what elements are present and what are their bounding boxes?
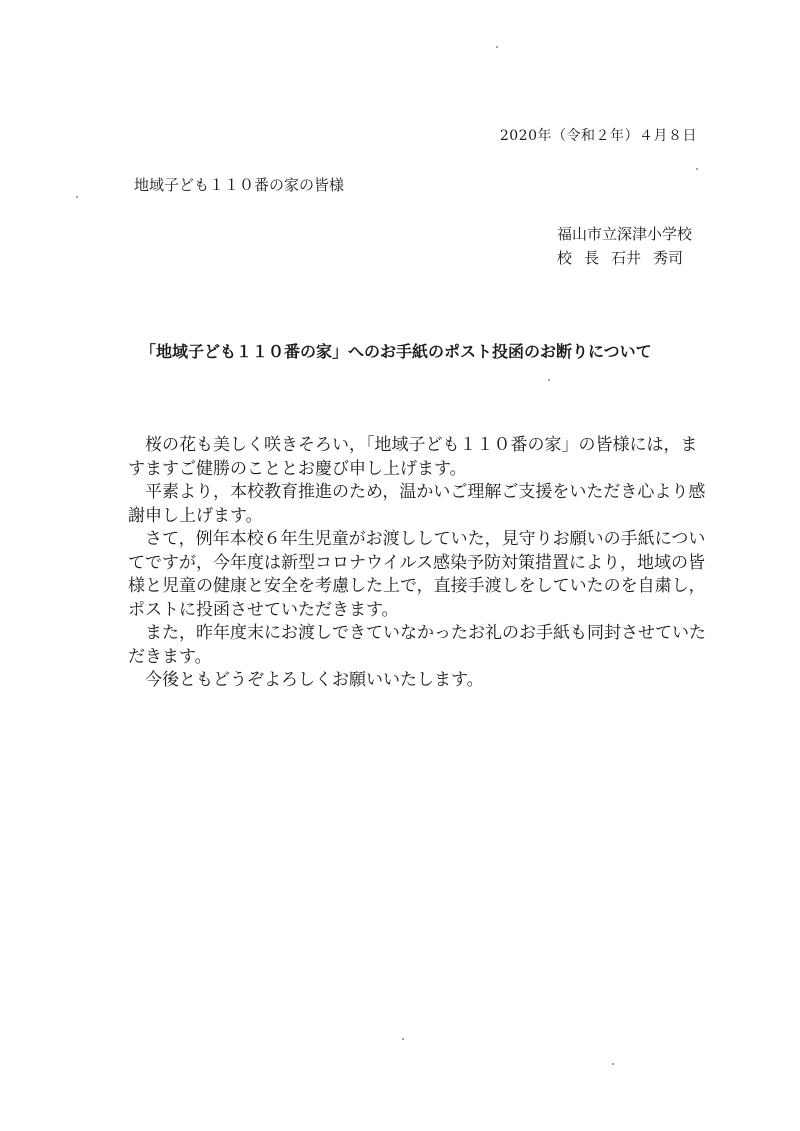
letter-body — [128, 434, 708, 693]
paragraph-enclosure: また，昨年度末にお渡しできていなかったお礼のお手紙も同封させていただきます。 — [128, 623, 706, 667]
scan-speck — [612, 1063, 614, 1065]
addressee: 地域子ども１１０番の家の皆様 — [134, 176, 345, 194]
principal-title-char-2: 長 — [584, 249, 600, 267]
paragraph-greeting: 桜の花も美しく咲きそろい，「地域子ども１１０番の家」の皆様には，ますますご健勝のこととお慶び申し上げます。 — [128, 435, 698, 479]
principal-title-char-1: 校 — [557, 249, 573, 267]
paragraph-thanks: 平素より，本校教育推進のため，温かいご理解ご支援をいただき心より感謝申し上げます。 — [128, 482, 706, 526]
letter-date: 2020年（令和２年）４月８日 — [499, 128, 697, 144]
scan-speck — [402, 1038, 404, 1040]
letter-title: 「地域子ども１１０番の家」へのお手紙のポスト投函のお断りについて — [140, 342, 652, 361]
sender-school: 福山市立深津小学校 — [557, 225, 693, 243]
sender-block — [557, 222, 695, 270]
scan-speck — [76, 196, 78, 198]
paragraph-main: さて，例年本校６年生児童がお渡ししていた，見守りお願いの手紙についてですが，今年度は新型コロナウイルス感染予防対策措置により，地域の皆様と児童の健康と安全を考慮した上で，直接手渡しをしていたのを自粛し，ポストに投函させていただきます。 — [128, 529, 706, 620]
principal-surname: 石井 — [611, 249, 642, 267]
scan-speck — [696, 168, 698, 170]
paragraph-closing: 今後ともどうぞよろしくお願いいたします。 — [145, 670, 484, 690]
scan-speck — [496, 46, 498, 48]
sender-principal — [557, 246, 695, 270]
scan-speck — [548, 379, 550, 381]
principal-given-name: 秀司 — [653, 249, 684, 267]
